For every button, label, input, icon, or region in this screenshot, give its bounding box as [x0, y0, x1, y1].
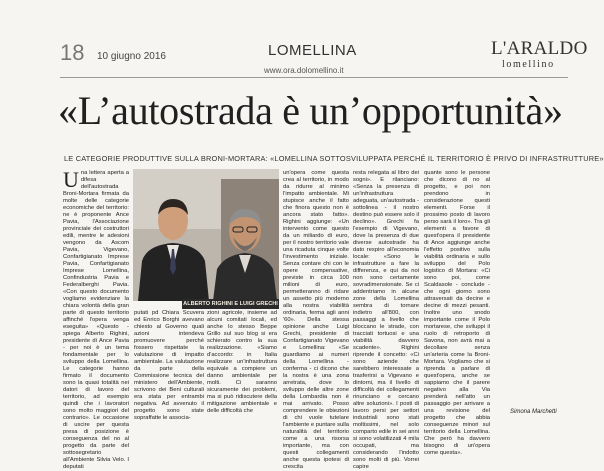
page-number: 18	[60, 40, 85, 65]
article-column-1	[63, 167, 129, 470]
issue-date: 10 giugno 2016	[97, 51, 166, 62]
newspaper-brand: L'ARALDO	[491, 38, 588, 59]
article-column-6: quante sono le persone che dicono di no al progetto, e poi non prendono in considerazione questi elementi. Forse il prossimo posto di lavoro perso sarà il loro». Tra gli elementi a favore di quest'opera il presidente di Ance aggiunge anche l'effetto positivo sulla viabilità ordinaria e sullo sviluppo del Polo logistico di Mortara: «Ci sono poi, come Scaldasole - conclude - che ogni giorno sono attraversati da decine e decine di mezzi pesanti. Inoltre uno snodo importante come il Polo mortarese, che sviluppi il ruolo di retroporto di Savona, non avrà mai a decollare senza un'arteria come la Broni-Mortara. Vogliamo che si riprenda a parlare di quest'opera, anche se sappiamo che il parere negativo alla Via prenderà nell'atto un passaggio per arrivare a una revisione del progetto che abbia conseguenze minori sul territorio della Lomellina. Che però ha davvero bisogno di un'opera come questa».	[424, 170, 490, 456]
article-photo	[133, 169, 279, 301]
article-headline: «L’autostrada è un’opportunità»	[58, 88, 563, 133]
photo-caption: ALBERTO RIGHINI E LUIGI GRECHI	[183, 301, 278, 307]
section-title: LOMELLINA	[268, 42, 357, 59]
column-text: na lettera aperta a difesa dell'autostrada Broni-Mortara firmata da molte delle categorie economiche del territorio: ne è proponente Ance Pavia, l'Associazione provinciale dei costruttori edili, mentre le adesioni vengono da Ascom Pavia, Vigevano, Confartigianato Imprese Pavia, Confartigianato Imprese Lomellina, Confindustria Pavia e Federalberghi Pavia. «Con questo documento vogliamo evidenziare la chiara volontà della gran parte di questo territorio affinché l'opera venga eseguita» «Questo - spiega Alberto Righini, presidente di Ance Pavia - per noi è un tema fondamentale per lo sviluppo della Lomellina. Le categorie hanno firmato il documento sono la quasi totalità nei datori di lavoro del territorio, ad esempio quindi che i lavoratori sono molto maggiori del contrario». Le occasione di uscire per questa presa di posizione è conseguenza del no al progetto da parte del sottosegretario all'Ambiente Silvia Velo. I deputati	[63, 170, 129, 470]
header-rule	[60, 77, 568, 78]
newspaper-brand-subtitle: lomellino	[502, 59, 555, 70]
article-kicker: LE CATEGORIE PRODUTTIVE SULLA BRONI-MORTARA: «LOMELLINA SOTTOSVILUPPATA PERCHÉ IL TERRITORIO È PRIVO DI INFRASTRUTTURE»	[64, 154, 604, 163]
article-column-4: un'opera come questa crea al territorio, in modo da ridurre al minimo l'impatto ambientale. Mi stupisce anche il fatto che finora questo non è ancora stato fatto». Righini aggiunge: «Un intervento come questo da un miliardo di euro, per il nostro territorio vale una ricaduta cinque volte l'investimento iniziale. Senza contare chi con le opere compensative, previste in circa 100 milioni di euro, permetteranno di ridare un assetto più moderno alla nostra viabilità ordinaria, ferma agli anni '60». Della stessa opinione anche Luigi Grechi, presidente di Confartigianato Vigevano e Lomellina: «Se guardiamo ai numeri della Lomellina - conferma - ci dicono che la nostra è una zona arretrata, dove lo sviluppo delle altre zone della Lombardia non è mai arrivato. Posso comprendere le obiezioni di chi vuole tutelare l'ambiente e puntare sulla naturalità del territorio come a una risorsa importante, ma con questi collegamenti anche questa ipotesi di crescita	[283, 170, 349, 470]
article-column-5: resta relegata al libro dei sogni». E rilanciano: «Senza la presenza di un'infrastruttura adeguata, un'autostrada - sottolinea - il nostro destino può essere solo il declino». Grechi fa l'esempio di Vigevano, dove la presenza di due diverse autostrade ha dato respiro all'economia locale: «Sono le infrastrutture a fare la differenza, e qui da noi non sono certamente sovradimensionate. Se ci addentriamo in alcune zone della Lomellina sembra di tornare indietro all'800, con passaggi a livello che bloccano le strade, con tracciati tortuosi e una viabilità davvero scadente». Righini riprende il concetto: «Ci sono aziende che sarebbero interessate a trasferirsi a Vigevano e dintorni, ma il livello di difficoltà dei collegamenti rinunciano e cercano altre soluzioni». I posti di lavoro persi per settori industriali sono stati moltissimi, nel solo comparto edile in sei anni si sono volatilizzati 4 mila occupati, ma considerando l'indotto sono molti di più. Vorrei capire	[353, 170, 419, 470]
article-column-3: zioni agricole, insieme ad alcuni comitati locali, ed anche lo stesso Beppe Grillo sul suo blog si era schierato contro la sua realizzazione. «Siamo d'accordo: in Italia realizzare un'infrastruttura equivale a compiere un danno ambientale per molti. Ci saranno sicuramente dei problemi, ma si può ridiscutere della mitigazione ambientale e delle difficoltà che	[207, 310, 277, 414]
author-signature: Simona Marchetti	[510, 409, 557, 415]
website-url: www.ora.dolomellino.it	[264, 66, 344, 75]
two-men-photo-illustration	[133, 169, 279, 301]
drop-cap: U	[63, 167, 79, 192]
article-column-2: putati pd Chiara Scuvera ed Enrico Borghi avevano chiesto al Governo quali azioni intendeva promuovere perché fossero rispettate la valutazione di impatto ambientale. La valutazione da parte della Commissione tecnica del ministero dell'Ambiente, scrivono dei Beni culturali era stata per entrambi negativa. Ad avvenuto il progetto sono state sopraffatte le associa-	[134, 310, 204, 421]
